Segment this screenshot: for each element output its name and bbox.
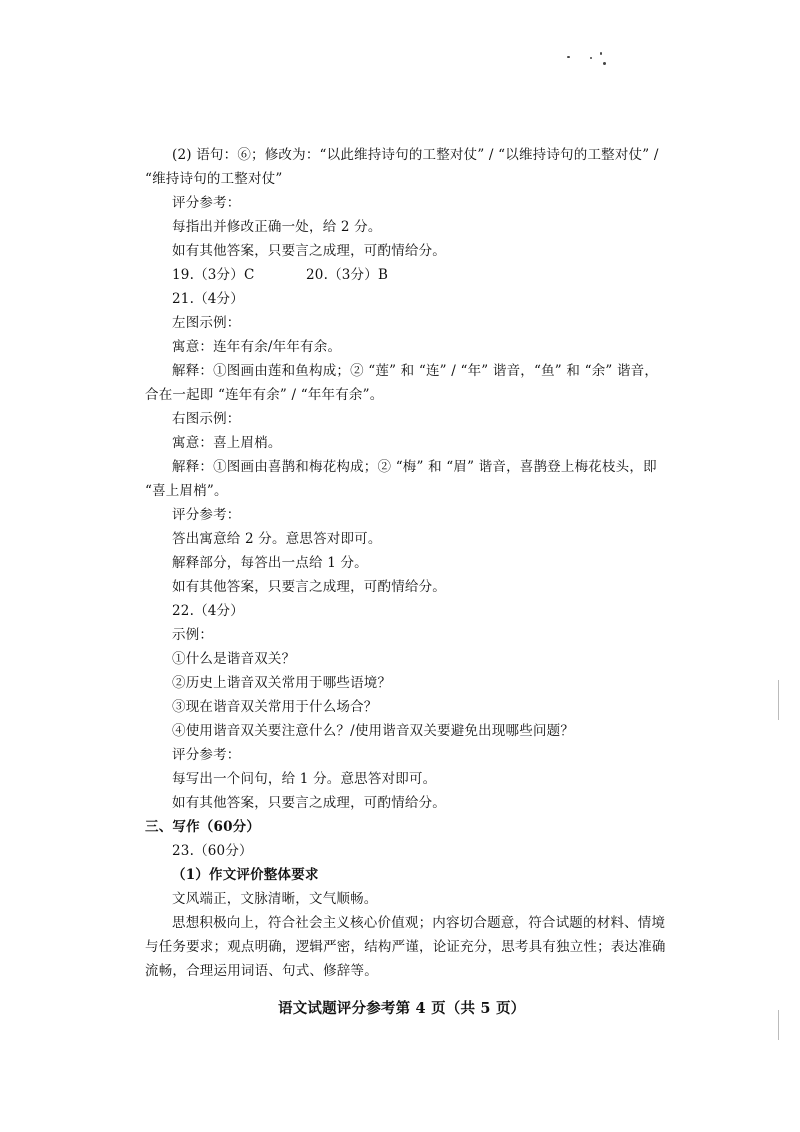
text-line: 如有其他答案，只要言之成理，可酌情给分。 (172, 579, 446, 595)
scan-speck (590, 57, 592, 59)
scan-speck (567, 56, 570, 58)
text-line: 示例： (172, 627, 214, 643)
question-heading: 22.（4分） (172, 603, 244, 619)
answer-20: 20.（3分）B (306, 267, 389, 283)
text-line: 每写出一个问句，给 1 分。意思答对即可。 (172, 771, 437, 787)
scan-speck (600, 52, 602, 55)
text-line: 与任务要求；观点明确，逻辑严密，结构严谨，论证充分，思考具有独立性；表达准确 (145, 939, 666, 955)
subsection-heading: （1）作文评价整体要求 (172, 867, 319, 883)
text-line: “维持诗句的工整对仗” (145, 171, 283, 187)
text-line: 解释：①图画由莲和鱼构成；② “莲” 和 “连” / “年” 谐音，“鱼” 和 “余” 谐音， (172, 363, 659, 379)
text-line: 右图示例： (172, 411, 241, 427)
text-line: “喜上眉梢”。 (145, 483, 228, 499)
answer-19: 19.（3分）C (172, 267, 255, 283)
text-line: 流畅，合理运用词语、句式、修辞等。 (145, 963, 378, 979)
text-line: 左图示例： (172, 315, 241, 331)
text-line: 评分参考： (172, 747, 241, 763)
text-line: 评分参考： (172, 507, 241, 523)
question-heading: 21.（4分） (172, 291, 244, 307)
text-line: 解释：①图画由喜鹊和梅花构成；② “梅” 和 “眉” 谐音，喜鹊登上梅花枝头，即 (172, 459, 657, 475)
text-line: 文风端正，文脉清晰，文气顺畅。 (172, 891, 378, 907)
text-line: (2) 语句：⑥；修改为：“以此维持诗句的工整对仗” / “以维持诗句的工整对仗” / (172, 147, 659, 163)
scan-edge-mark (778, 1010, 779, 1040)
text-line: 如有其他答案，只要言之成理，可酌情给分。 (172, 243, 446, 259)
text-line: 如有其他答案，只要言之成理，可酌情给分。 (172, 795, 446, 811)
text-line: ④使用谐音双关要注意什么？/使用谐音双关要避免出现哪些问题？ (172, 723, 575, 739)
text-line: 评分参考： (172, 195, 241, 211)
text-line: 解释部分，每答出一点给 1 分。 (172, 555, 368, 571)
text-line: 寓意：连年有余/年年有余。 (172, 339, 342, 355)
section-heading: 三、写作（60分） (145, 819, 261, 835)
page-footer: 语文试题评分参考第 4 页（共 5 页） (278, 1000, 526, 1017)
scan-speck (603, 62, 606, 65)
text-line: 思想积极向上，符合社会主义核心价值观；内容切合题意，符合试题的材料、情境 (172, 915, 666, 931)
text-line: 合在一起即 “连年有余” / “年年有余”。 (145, 387, 384, 403)
text-line: 答出寓意给 2 分。意思答对即可。 (172, 531, 382, 547)
text-line: ③现在谐音双关常用于什么场合？ (172, 699, 378, 715)
scan-edge-mark (778, 680, 779, 720)
text-line: 寓意：喜上眉梢。 (172, 435, 282, 451)
text-line: ①什么是谐音双关？ (172, 651, 296, 667)
question-heading: 23.（60分） (172, 843, 253, 859)
text-line: 每指出并修改正确一处，给 2 分。 (172, 219, 382, 235)
text-line: ②历史上谐音双关常用于哪些语境？ (172, 675, 392, 691)
